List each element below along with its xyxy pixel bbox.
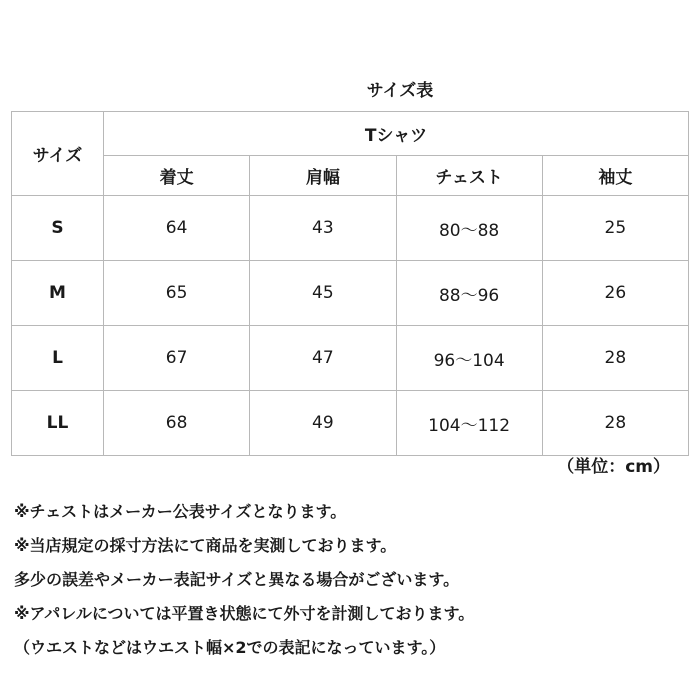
table-row (12, 326, 689, 391)
table-cell: 80〜88 (396, 196, 542, 261)
size-header: サイズ (12, 112, 104, 196)
table-cell: 45 (250, 261, 396, 326)
table-cell: 67 (104, 326, 250, 391)
page-title: サイズ表 (366, 81, 434, 101)
table-header-row (12, 112, 689, 156)
table-cell: 47 (250, 326, 396, 391)
table-cell: 26 (542, 261, 688, 326)
table-cell: 49 (250, 391, 396, 456)
note-line: ※当店規定の採寸方法にて商品を実測しております。 (14, 536, 397, 555)
column-header: チェスト (396, 156, 542, 196)
table-cell: 68 (104, 391, 250, 456)
row-size-label: S (12, 196, 104, 261)
group-header: Tシャツ (104, 112, 689, 156)
table-cell: 96〜104 (396, 326, 542, 391)
unit-label: （単位：cm） (557, 457, 670, 477)
size-table (11, 111, 689, 456)
note-line: 多少の誤差やメーカー表記サイズと異なる場合がございます。 (14, 570, 460, 589)
table-row (12, 261, 689, 326)
column-header-row (12, 156, 689, 196)
table-cell: 65 (104, 261, 250, 326)
row-size-label: L (12, 326, 104, 391)
table-cell: 88〜96 (396, 261, 542, 326)
column-header: 着丈 (104, 156, 250, 196)
note-line: （ウエストなどはウエスト幅×2での表記になっています。） (14, 638, 446, 657)
row-size-label: M (12, 261, 104, 326)
table-row (12, 391, 689, 456)
note-line: ※アパレルについては平置き状態にて外寸を計測しております。 (14, 604, 475, 623)
column-header: 袖丈 (542, 156, 688, 196)
table-cell: 104〜112 (396, 391, 542, 456)
table-row (12, 196, 689, 261)
column-header: 肩幅 (250, 156, 396, 196)
table-cell: 28 (542, 326, 688, 391)
table-cell: 43 (250, 196, 396, 261)
table-cell: 64 (104, 196, 250, 261)
note-line: ※チェストはメーカー公表サイズとなります。 (14, 502, 347, 521)
table-cell: 25 (542, 196, 688, 261)
row-size-label: LL (12, 391, 104, 456)
notes (14, 495, 690, 665)
table-cell: 28 (542, 391, 688, 456)
